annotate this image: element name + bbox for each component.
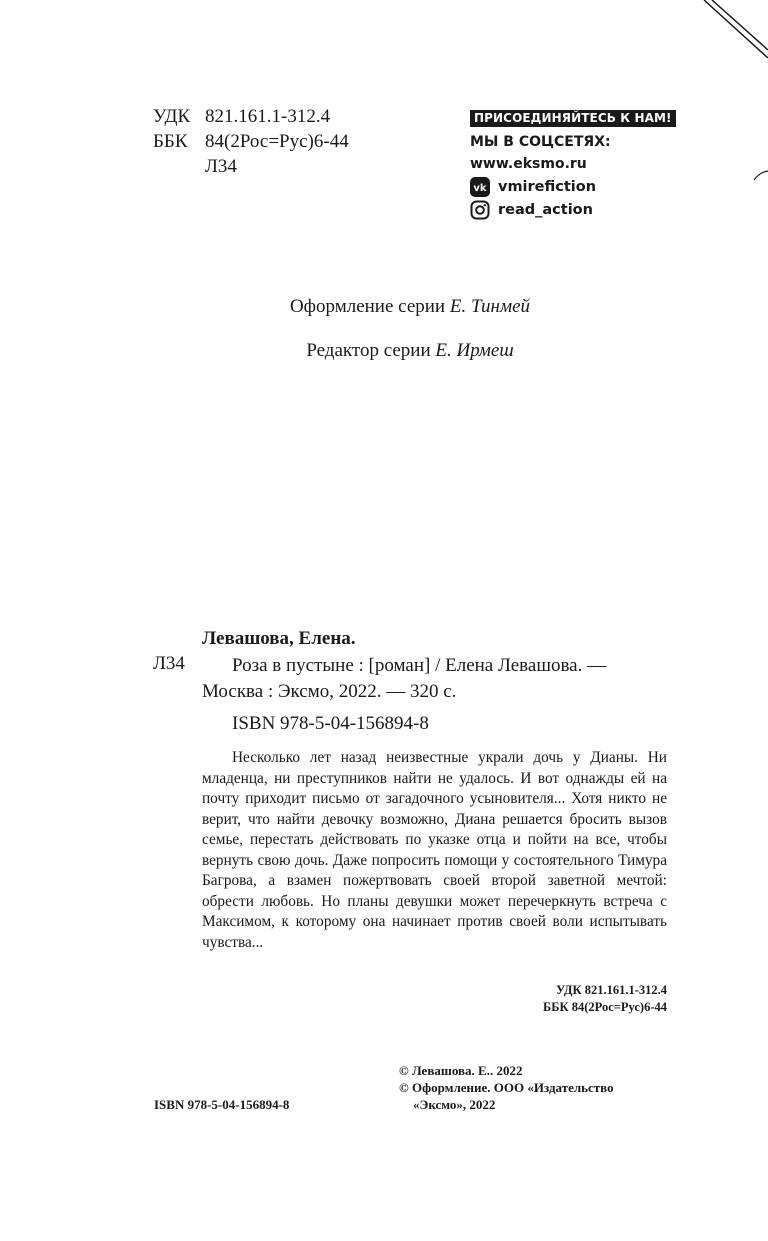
instagram-icon (470, 200, 490, 220)
bib-description (202, 653, 666, 705)
udk-value: 821.161.1-312.4 (205, 106, 331, 127)
udk-label: УДК (153, 106, 191, 127)
instagram-handle: read_action (498, 201, 593, 218)
vk-icon (470, 177, 490, 197)
editor-name: Е. Ирмеш (435, 340, 514, 361)
svg-text:vk: vk (473, 182, 487, 194)
edge-mark (752, 168, 768, 184)
join-banner: ПРИСОЕДИНЯЙТЕСЬ К НАМ! (470, 110, 676, 127)
author-heading: Левашова, Елена. (202, 628, 356, 649)
vk-row[interactable] (470, 175, 680, 198)
author-mark-row (153, 154, 349, 179)
bbk-label: ББК (153, 131, 188, 152)
bbk-row (153, 129, 349, 154)
copyright-design-1: © Оформление. ООО «Издательство (399, 1080, 614, 1095)
copyright-design-2: «Эксмо», 2022 (413, 1097, 496, 1112)
bottom-udk: УДК 821.161.1-312.4 (556, 983, 667, 997)
copyright-author: © Левашова. Е.. 2022 (399, 1063, 523, 1078)
vk-handle: vmirefiction (498, 178, 597, 195)
copyright-block (399, 1062, 679, 1113)
author-mark: Л34 (205, 156, 237, 177)
editor-credit (0, 340, 768, 362)
design-label: Оформление серии (289, 296, 446, 317)
corner-decoration (688, 0, 768, 70)
annotation-text: Несколько лет назад неизвестные украли дочь у Дианы. Ни младенца, ни преступников найти не удалось. И вот однажды ей на почту приходит письмо от загадочного усыновителя... Хотя никто не верит, что найти девочку возможно, Диана решается бросить вызов семье, перестать действовать по указке отца и пойти на все, чтобы вернуть свою дочь. Даже попросить помощи у состоятельного Тимура Багрова, а взамен пожертвовать своей второй заветной мечтой: обрести любовь. Но планы девушки может перечеркнуть встреча с Максимом, к которому она начинает против своей воли испытывать чувства... (202, 749, 667, 951)
website-link[interactable]: www.eksmo.ru (470, 156, 587, 172)
bottom-bbk: ББК 84(2Рос=Рус)6-44 (543, 1000, 667, 1014)
bbk-value: 84(2Рос=Рус)6-44 (205, 131, 349, 152)
isbn-main: ISBN 978-5-04-156894-8 (232, 713, 429, 734)
editor-label: Редактор серии (306, 340, 431, 361)
udk-row (153, 104, 349, 129)
classification-block (153, 104, 349, 179)
design-name: Е. Тинмей (449, 296, 531, 317)
instagram-row[interactable] (470, 198, 680, 221)
bib-code: Л34 (153, 653, 185, 674)
bottom-codes (467, 982, 667, 1016)
social-subtitle: МЫ В СОЦСЕТЯХ: (470, 134, 611, 150)
bib-line-2: Москва : Эксмо, 2022. — 320 с. (202, 681, 457, 702)
footer-isbn: ISBN 978-5-04-156894-8 (154, 1097, 290, 1112)
design-credit (0, 296, 768, 318)
social-block (470, 107, 680, 221)
bib-line-1: Роза в пустыне : [роман] / Елена Левашова. — (232, 655, 607, 676)
